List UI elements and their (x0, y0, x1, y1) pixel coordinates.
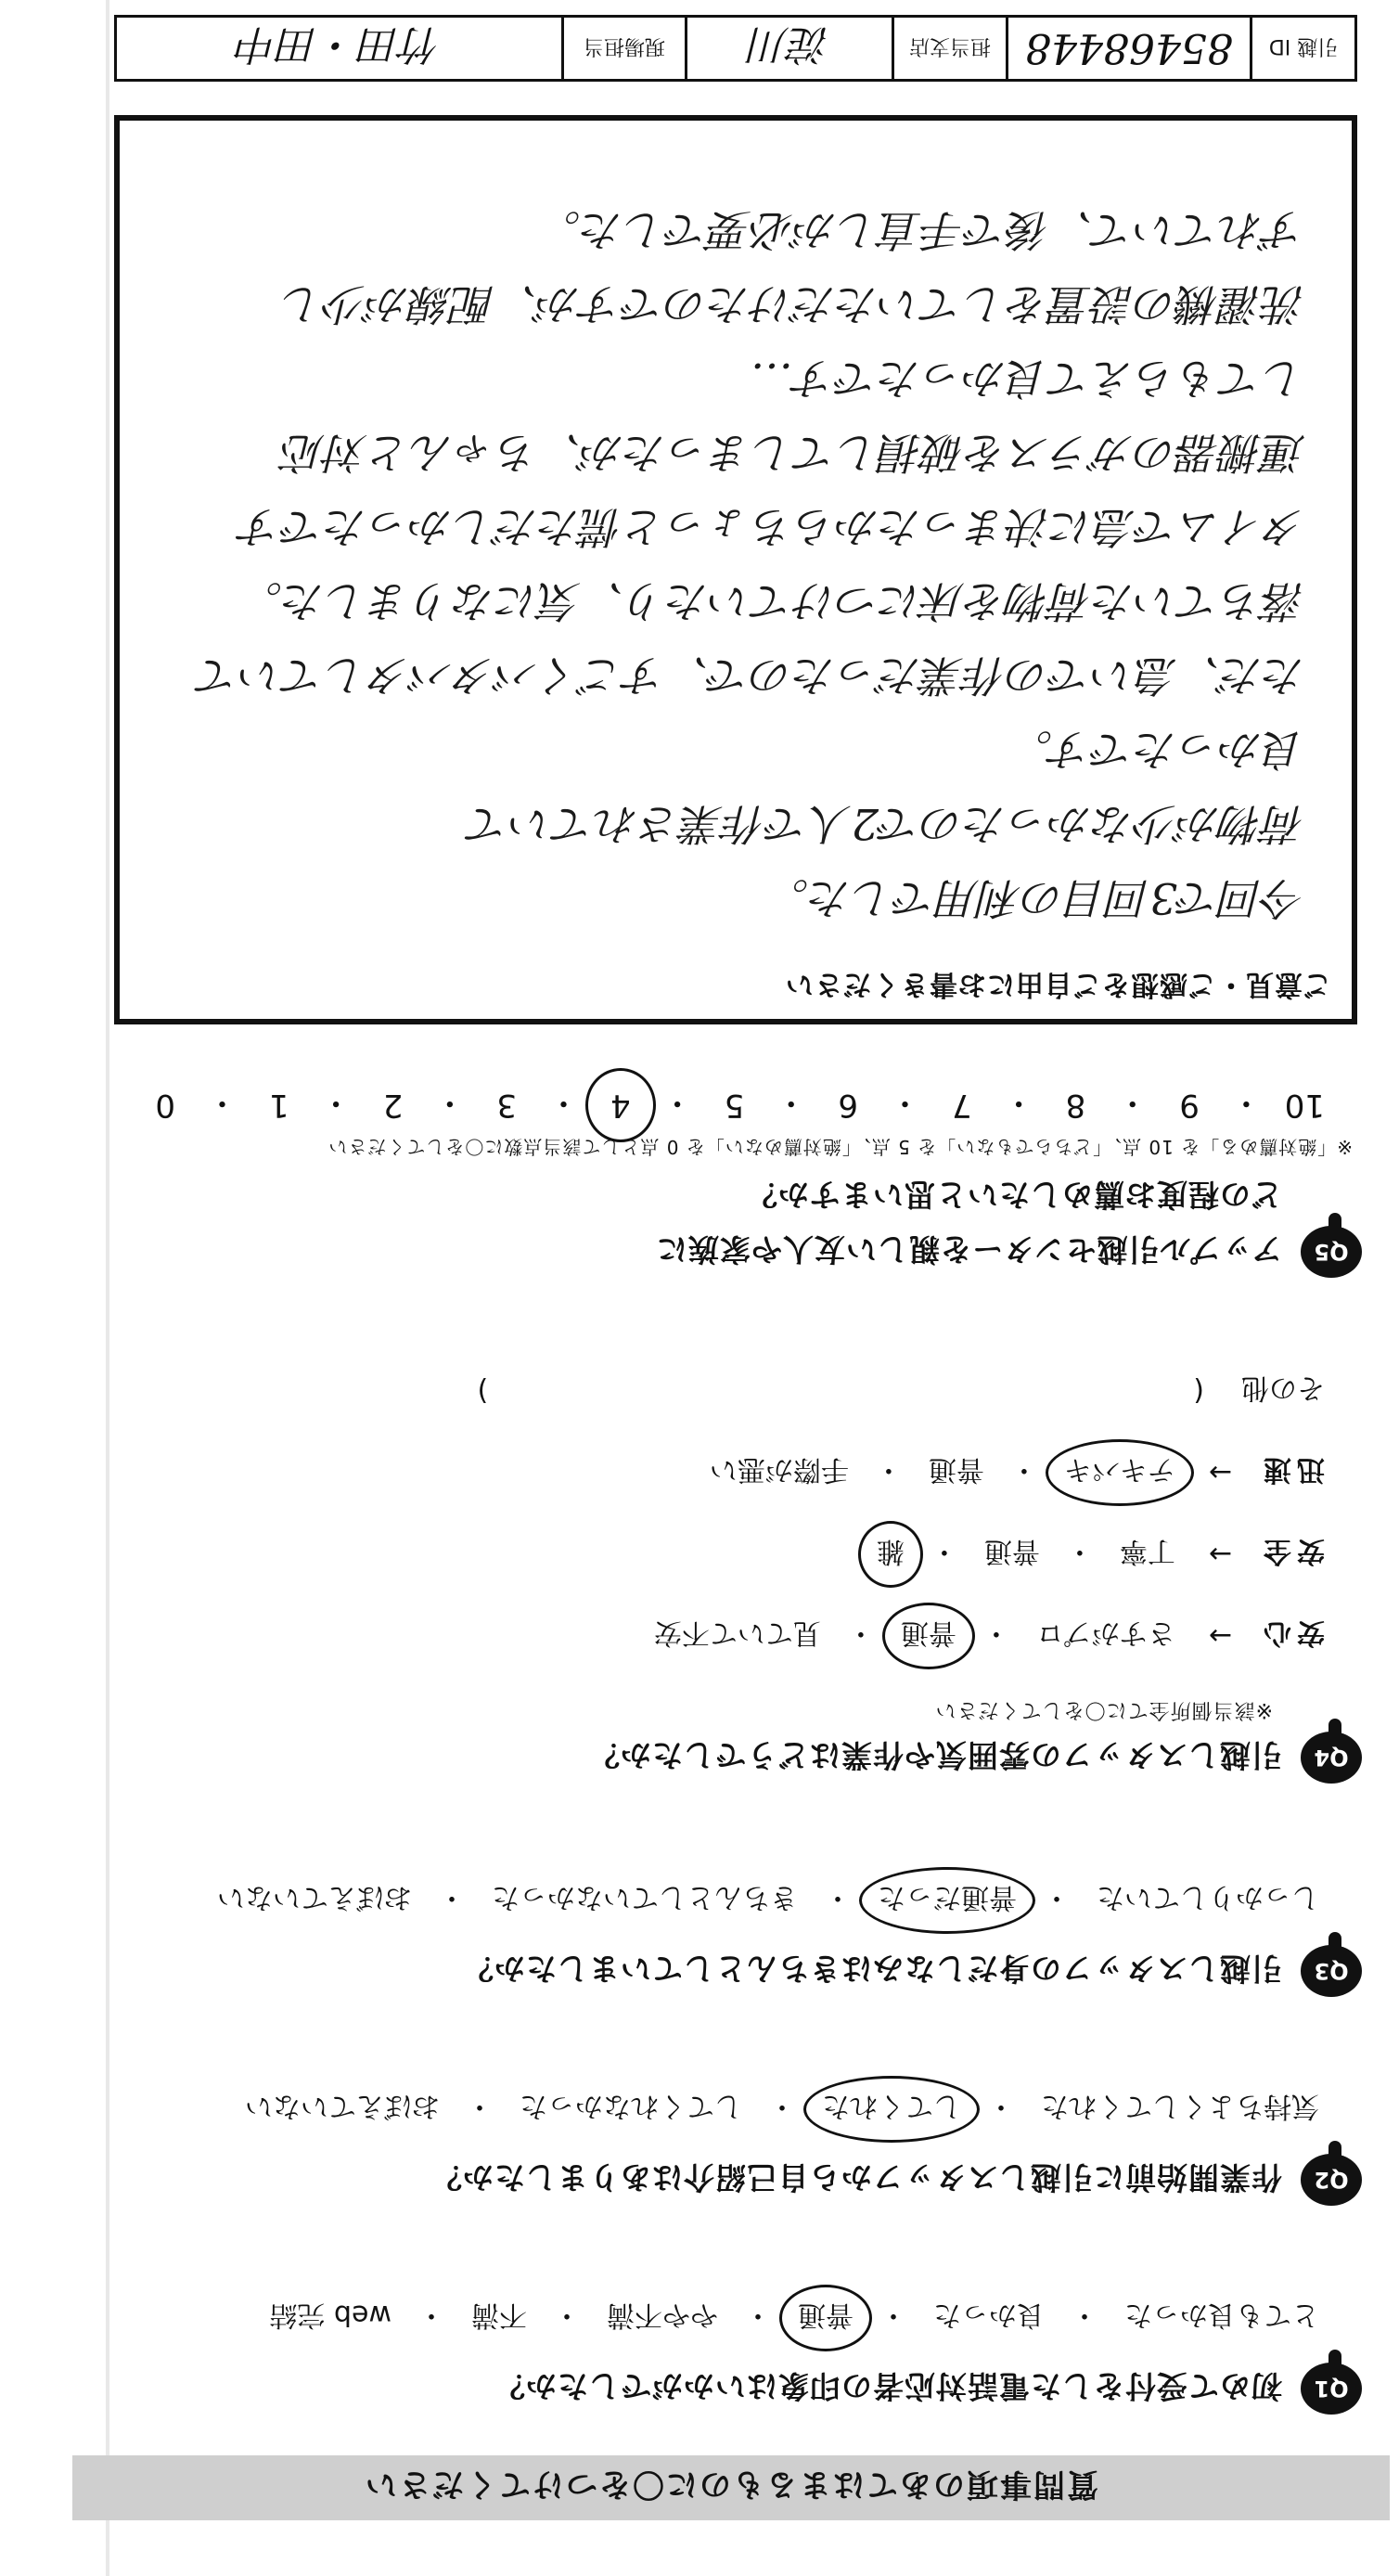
question-5 (100, 1135, 1362, 1282)
q1-option[interactable]: とても良かった (1124, 2299, 1319, 2331)
manager-label: 現場担当 (561, 18, 685, 79)
q5-score-selected[interactable]: 4 (602, 1088, 639, 1125)
q4-row-anshin: 安心 → さすがプロ ・ 普通 ・ 見ていて不安 (100, 1616, 1325, 1656)
branch-value: 淀川 (685, 18, 892, 79)
q5-note: ※「絶対薦める」を 10 点、「どちらでもない」を 5 点、「絶対薦めない」を 0 点として該当点数に〇をしてください (327, 1136, 1353, 1158)
comment-line: 落ちていた荷物を床につけていたり、気になりました。 (239, 576, 1305, 626)
q1-badge: Q1 (1301, 2363, 1362, 2415)
q5-score-scale: 10 ・ 9 ・ 8 ・ 7 ・ 6 ・ 5 ・ 4 ・ 3 ・ 2 ・ 1 ・ 0 (147, 1083, 1325, 1128)
comment-line: 洗濯機の設置をしていただけたのですが、配線が少し (281, 279, 1305, 329)
q3-text: 引越しスタッフの身だしなみはきちんとしていましたか？ (462, 1951, 1282, 1988)
q4-row-option[interactable]: さすがプロ (1035, 1616, 1175, 1649)
q3-option-selected[interactable]: 普通だった (872, 1880, 1022, 1921)
q4-row-option-selected[interactable]: 普通 (895, 1616, 962, 1656)
q4-other-row (100, 1371, 1325, 1411)
q4-row-option-selected[interactable]: 雑 (871, 1534, 910, 1575)
q4-row-option[interactable]: 丁寧 (1119, 1535, 1175, 1567)
q5-score[interactable]: 6 (838, 1087, 858, 1125)
q4-other-close-paren: ) (477, 1374, 489, 1408)
instruction-header-text: 質問事項のあてはまるものに〇をつけてください (364, 2466, 1098, 2504)
q3-option[interactable]: しっかりしていた (1097, 1881, 1319, 1913)
q1-option[interactable]: やや不満 (607, 2299, 718, 2331)
q4-other-label: その他 (1241, 1372, 1325, 1404)
comment-line: してもらえて良かったです… (751, 354, 1305, 404)
q5-text-line1: アップル引越センターを親しい友人や家族に (655, 1231, 1282, 1269)
comment-line: ただ、急いでの作業だったので、すごくバタバタしていて (197, 650, 1305, 701)
q1-option[interactable]: 不満 (471, 2299, 527, 2331)
arrow-right-icon: → (1208, 1456, 1232, 1489)
comment-title: ご意見・ご感想をご自由にお書きください (785, 968, 1331, 1000)
q2-option[interactable]: おぼえていない (245, 2090, 440, 2122)
comment-line: 良かったです。 (1009, 725, 1305, 775)
q5-score[interactable]: 8 (1065, 1087, 1086, 1125)
q5-score[interactable]: 9 (1179, 1087, 1200, 1125)
comment-line: 荷物が少なかったので2人で作業されていて (467, 799, 1305, 849)
q4-row-option[interactable]: 普通 (928, 1453, 984, 1486)
arrow-right-icon: → (1208, 1538, 1232, 1571)
q5-text-line2: どの程度お薦めしたいと思いますか？ (746, 1177, 1282, 1213)
q4-text: 引越しスタッフの雰囲気や作業はどうでしたか？ (588, 1737, 1282, 1774)
move-id-value: 85468448 (1006, 18, 1250, 79)
q5-score[interactable]: 5 (724, 1087, 745, 1125)
q5-score[interactable]: 10 (1284, 1087, 1325, 1125)
q2-option[interactable]: 気持ちよくしてくれた (1041, 2090, 1319, 2122)
q5-score[interactable]: 7 (951, 1087, 972, 1125)
comment-line: ずれていて、後で手直しが必要でした。 (537, 205, 1305, 255)
q1-option[interactable]: 良かった (933, 2299, 1045, 2331)
instruction-header (72, 2455, 1390, 2520)
q4-row-category: 迅速 (1258, 1453, 1325, 1486)
question-2 (100, 2089, 1362, 2209)
q4-row-anzen: 安全 → 丁寧 ・ 普通 ・ 雑 (100, 1534, 1325, 1575)
comment-line: タイムで急に決まったからちょっと慌ただしかったです (238, 502, 1305, 552)
question-3 (100, 1880, 1362, 2001)
q4-badge: Q4 (1301, 1732, 1362, 1784)
q2-text: 作業開始前に引越しスタッフから自己紹介はありましたか？ (430, 2159, 1282, 2196)
q5-badge: Q5 (1301, 1226, 1362, 1278)
q3-option[interactable]: きちんとしていなかった (492, 1881, 798, 1913)
handwritten-comment (146, 193, 1305, 935)
q4-row-option-selected[interactable]: テキパキ (1059, 1452, 1181, 1493)
q5-score[interactable]: 2 (382, 1087, 404, 1125)
comment-line: 運搬器のガラスを破損してしまったが、ちゃんと対応 (282, 428, 1305, 478)
q1-options: とても良かった ・ 良かった ・ 普通 ・ やや不満 ・ 不満 ・ web 完結 (100, 2298, 1325, 2338)
q4-row-option[interactable]: 手際が悪い (709, 1453, 849, 1486)
q3-option[interactable]: おぼえていない (217, 1881, 412, 1913)
question-1 (100, 2298, 1362, 2418)
q4-row-category: 安全 (1258, 1535, 1325, 1567)
q4-row-jinsoku: 迅速 → テキパキ ・ 普通 ・ 手際が悪い (100, 1452, 1325, 1493)
comment-line: 今回で3回目の利用でした。 (765, 873, 1305, 923)
q5-score[interactable]: 3 (496, 1087, 517, 1125)
question-4 (100, 1371, 1362, 1787)
q1-option-selected[interactable]: 普通 (792, 2298, 859, 2338)
move-id-label: 引越 ID (1250, 18, 1354, 79)
q1-option[interactable]: web 完結 (269, 2299, 391, 2331)
q2-option[interactable]: してくれなかった (520, 2090, 742, 2122)
q4-row-option[interactable]: 普通 (983, 1535, 1040, 1567)
q3-badge: Q3 (1301, 1945, 1362, 1997)
q5-score[interactable]: 0 (155, 1087, 175, 1125)
q5-score[interactable]: 1 (269, 1087, 289, 1125)
q2-option-selected[interactable]: してくれた (816, 2089, 967, 2130)
q2-options: 気持ちよくしてくれた ・ してくれた ・ してくれなかった ・ おぼえていない (100, 2089, 1325, 2130)
q3-options: しっかりしていた ・ 普通だった ・ きちんとしていなかった ・ おぼえていない (100, 1880, 1325, 1921)
q4-note: ※該当個所全てに〇をしてください (934, 1698, 1273, 1721)
q4-other-open-paren: ( (1193, 1374, 1204, 1408)
arrow-right-icon: → (1208, 1619, 1232, 1653)
comment-box[interactable] (114, 115, 1357, 1024)
q4-row-option[interactable]: 見ていて不安 (653, 1616, 821, 1649)
q4-row-category: 安心 (1258, 1616, 1325, 1649)
branch-label: 担当支店 (892, 18, 1006, 79)
q1-text: 初めて受付をした電話対応者の印象はいかがでしたか？ (494, 2368, 1282, 2405)
move-info-table (114, 15, 1357, 82)
q2-badge: Q2 (1301, 2154, 1362, 2206)
manager-value: 竹田・田中 (237, 20, 442, 68)
